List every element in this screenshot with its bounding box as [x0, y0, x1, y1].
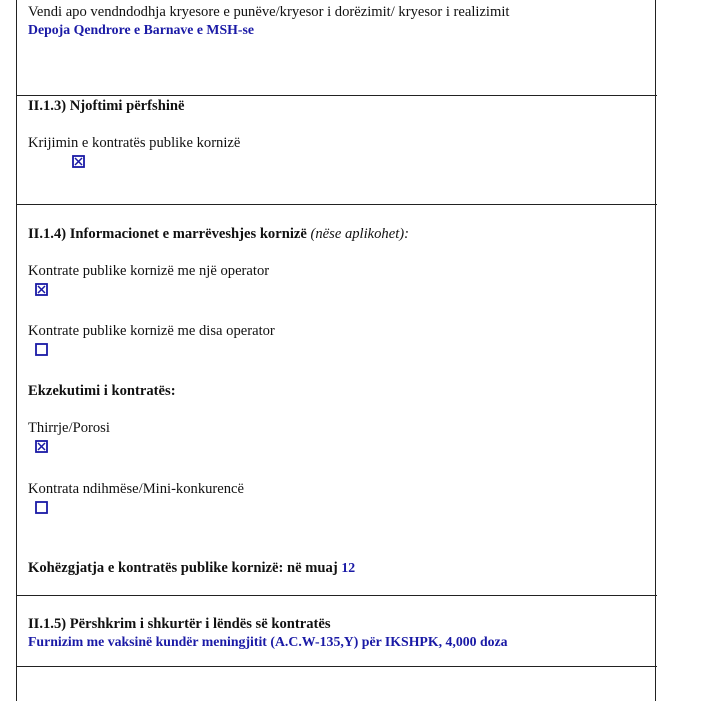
location-label: Vendi apo vendndodhja kryesore e punëve/kryesor i dorëzimit/ kryesor i realizimit	[28, 4, 510, 20]
duration-label: Kohëzgjatja e kontratës publike kornizë: në muaj	[28, 560, 338, 576]
contract-description-value: Furnizim me vaksinë kundër meningjitit (A.C.W-135,Y) për IKSHPK, 4,000 doza	[28, 634, 508, 649]
multiple-operator-checkbox[interactable]	[35, 343, 48, 356]
single-operator-label: Kontrate publike kornizë me një operator	[28, 263, 270, 279]
execution-heading: Ekzekutimi i kontratës:	[28, 383, 176, 399]
duration-row	[28, 559, 355, 577]
mini-competition-checkbox[interactable]	[35, 501, 48, 514]
call-order-checkbox[interactable]	[35, 440, 48, 453]
section-114-title: II.1.4) Informacionet e marrëveshjes kornizë	[28, 226, 307, 242]
framework-creation-label: Krijimin e kontratës publike kornizë	[28, 135, 241, 151]
section-114-note: (nëse aplikohet):	[310, 226, 409, 242]
framework-creation-checkbox[interactable]	[72, 155, 85, 168]
duration-value: 12	[341, 560, 356, 575]
mini-competition-label: Kontrata ndihmëse/Mini-konkurencë	[28, 481, 245, 497]
call-order-label: Thirrje/Porosi	[28, 420, 110, 436]
section-114-heading	[28, 226, 409, 243]
section-divider	[16, 595, 657, 596]
section-115-heading: II.1.5) Përshkrim i shkurtër i lëndës së kontratës	[28, 616, 331, 632]
multiple-operator-label: Kontrate publike kornizë me disa operator	[28, 323, 275, 339]
location-value: Depoja Qendrore e Barnave e MSH-se	[28, 22, 254, 37]
section-113-heading: II.1.3) Njoftimi përfshinë	[28, 98, 185, 114]
section-divider	[16, 95, 657, 96]
single-operator-checkbox[interactable]	[35, 283, 48, 296]
section-divider	[16, 666, 657, 667]
section-divider	[16, 204, 657, 205]
